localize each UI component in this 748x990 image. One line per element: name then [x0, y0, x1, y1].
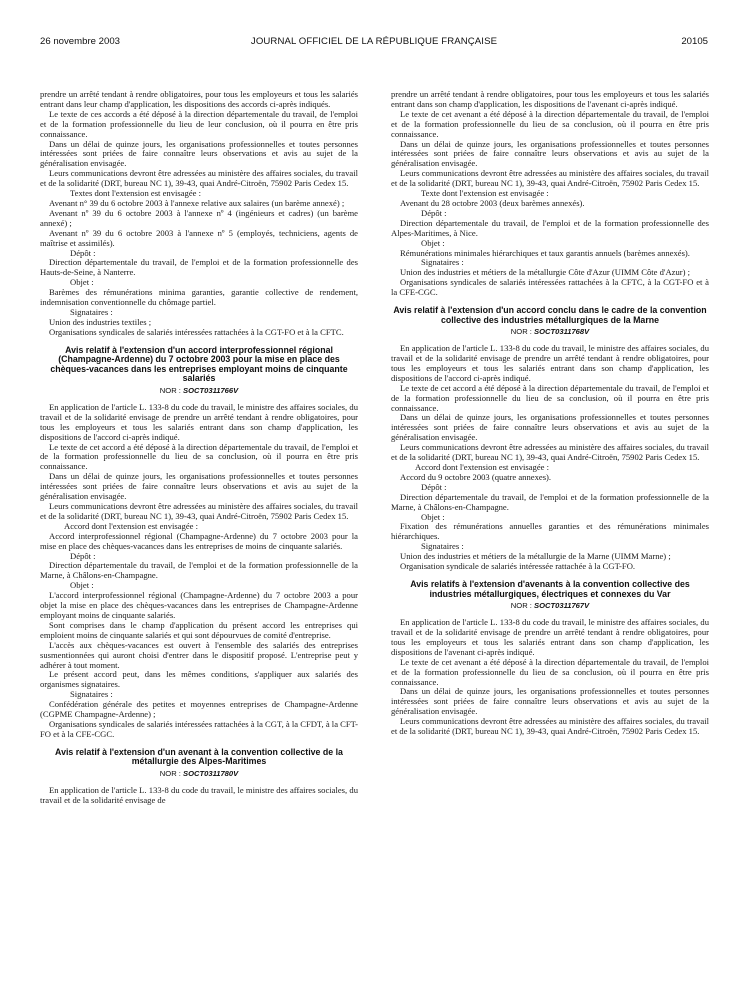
- paragraph: Dans un délai de quinze jours, les organisations professionnelles et toutes personnes intéressées sont priées de faire connaître leurs observations et avis au sujet de la généralisation envisagée.: [391, 138, 709, 169]
- notice-title: Avis relatif à l'extension d'un avenant à la convention collective de la métallurgie des Alpes-Maritimes: [55, 746, 343, 767]
- section-label: Texte dont l'extension est envisagée :: [421, 188, 549, 199]
- nor-label: NOR :: [510, 601, 532, 611]
- paragraph: Sont comprises dans le champ d'application du présent accord les entreprises qui emploient moins de cinquante salariés et qui sont dépourvues de comité d'entreprise.: [40, 619, 358, 640]
- section-label: Dépôt :: [70, 247, 96, 258]
- paragraph: L'accord interprofessionnel régional (Champagne-Ardenne) du 7 octobre 2003 a pour objet la mise en place des chèques-vacances dans les entreprises de Champagne-Ardenne employant moins de cinquante salariés.: [40, 590, 358, 620]
- paragraph: Organisations syndicales de salariés intéressées rattachées à la CGT-FO et à la CFTC.: [49, 326, 344, 337]
- paragraph: Avenant nº 39 du 6 octobre 2003 à l'annexe nº 4 (ingénieurs et cadres) (un barème annexé) ;: [40, 207, 358, 228]
- paragraph: Barèmes des rémunérations minima garanties, garantie collective de rendement, indemnisation conventionnelle du chômage partiel.: [40, 287, 358, 308]
- paragraph: En application de l'article L. 133-8 du code du travail, le ministre des affaires sociales, du travail et de la solidarité envisage de prendre un arrêté tendant à rendre obligatoires, pour tous les employeurs et tous les salariés entrant dans son champ d'application, les dispositions de l'accord ci-après indiqué.: [391, 343, 709, 383]
- nor-reference: [40, 769, 358, 779]
- page-header: [40, 36, 708, 50]
- paragraph: Rémunérations minimales hiérarchiques et taux garantis annuels (barèmes annexés).: [400, 247, 690, 258]
- nor-reference: [391, 601, 709, 611]
- nor-label: NOR :: [159, 386, 181, 396]
- paragraph: Accord du 9 octobre 2003 (quatre annexes).: [400, 471, 552, 482]
- paragraph: Leurs communications devront être adressées au ministère des affaires sociales, du travail et de la solidarité (DRT, bureau NC 1), 39-43, quai André-Citroën, 75902 Paris Cedex 15.: [391, 442, 709, 463]
- paragraph: L'accès aux chèques-vacances est ouvert à l'ensemble des salariés des entreprises susmentionnées qui auront choisi d'entrer dans le dispositif proposé. L'entreprise peut y adhérer à tout moment.: [40, 639, 358, 670]
- paragraph: Direction départementale du travail, de l'emploi et de la formation professionnelle de la Marne, à Châlons-en-Champagne.: [391, 491, 709, 512]
- paragraph: Organisations syndicales de salariés intéressées rattachées à la CGT, à la CFDT, à la CFT-FO et à la CFE-CGC.: [40, 718, 358, 739]
- section-label: Textes dont l'extension est envisagée :: [70, 188, 202, 199]
- paragraph: Accord interprofessionnel régional (Champagne-Ardenne) du 7 octobre 2003 pour la mise en place des chèques-vacances dans les entreprises de moins de cinquante salariés.: [40, 530, 358, 551]
- paragraph: prendre un arrêté tendant à rendre obligatoires, pour tous les employeurs et tous les salariés entrant dans son champ d'application, les dispositions de l'avenant ci-après indiqué.: [391, 89, 709, 109]
- header-journal-title: JOURNAL OFFICIEL DE LA RÉPUBLIQUE FRANÇAISE: [250, 36, 498, 47]
- section-label: Objet :: [421, 511, 445, 522]
- nor-reference: [40, 386, 358, 396]
- section-label: Signataires :: [421, 257, 464, 268]
- paragraph: Avenant nº 39 du 6 octobre 2003 à l'annexe nº 5 (employés, techniciens, agents de maîtrise et assimilés).: [40, 227, 358, 248]
- nor-code: SOCT0311767V: [534, 601, 590, 611]
- paragraph: Union des industries textiles ;: [49, 316, 152, 327]
- paragraph: Fixation des rémunérations annuelles garanties et des rémunérations minimales hiérarchiques.: [391, 521, 709, 542]
- section-label: Accord dont l'extension est envisagée :: [64, 520, 198, 531]
- nor-reference: [391, 327, 709, 337]
- section-label: Dépôt :: [421, 207, 447, 218]
- nor-code: SOCT0311766V: [183, 386, 239, 396]
- paragraph: Organisations syndicales de salariés intéressées rattachées à la CFTC, à la CGT-FO et à la CFE-CGC.: [391, 277, 709, 298]
- section-label: Signataires :: [70, 689, 113, 700]
- notice-title: Avis relatif à l'extension d'un accord interprofessionnel régional (Champagne-Ardenne) du 7 octobre 2003 pour la mise en place des chèques-vacances dans les entreprises employant moins de cinquante salariés: [50, 344, 348, 384]
- paragraph: Leurs communications devront être adressées au ministère des affaires sociales, du travail et de la solidarité (DRT, bureau NC 1), 39-43, quai André-Citroën, 75902 Paris Cedex 15.: [391, 716, 709, 737]
- paragraph: Union des industries et métiers de la métallurgie de la Marne (UIMM Marne) ;: [400, 551, 671, 562]
- paragraph: Direction départementale du travail, de l'emploi et de la formation professionnelle de la Marne, à Châlons-en-Champagne.: [40, 560, 358, 581]
- paragraph: Dans un délai de quinze jours, les organisations professionnelles et toutes personnes intéressées sont priées de faire connaître leurs observations et avis au sujet de la généralisation envisagée.: [40, 138, 358, 169]
- notice-title: Avis relatifs à l'extension d'avenants à la convention collective des industries métallurgiques, électriques et connexes du Var: [410, 578, 690, 599]
- right-column: [391, 90, 709, 737]
- paragraph: Dans un délai de quinze jours, les organisations professionnelles et toutes personnes intéressées sont priées de faire connaître leurs observations et avis au sujet de la généralisation envisagée.: [391, 686, 709, 717]
- header-date: 26 novembre 2003: [40, 36, 121, 47]
- paragraph: Leurs communications devront être adressées au ministère des affaires sociales, du travail et de la solidarité (DRT, bureau NC 1), 39-43, quai André-Citroën, 75902 Paris Cedex 15.: [391, 168, 709, 189]
- section-label: Objet :: [421, 237, 445, 248]
- section-label: Signataires :: [421, 541, 464, 552]
- paragraph: En application de l'article L. 133-8 du code du travail, le ministre des affaires sociales, du travail et de la solidarité envisage de prendre un arrêté tendant à rendre obligatoires, pour tous les employeurs et tous les salariés entrant dans son champ d'application, les dispositions de l'accord ci-après indiqué.: [40, 401, 358, 442]
- paragraph: Avenant n° 39 du 6 octobre 2003 à l'annexe relative aux salaires (un barème annexé) ;: [49, 197, 345, 208]
- section-label: Accord dont l'extension est envisagée :: [415, 462, 549, 472]
- paragraph: Le texte de cet accord a été déposé à la direction départementale du travail, de l'emploi et de la formation professionnelle du lieu de sa conclusion, où il pourra en être pris connaissance.: [391, 382, 709, 413]
- paragraph: Le texte de cet accord a été déposé à la direction départementale du travail, de l'emploi et de la formation professionnelle du lieu de sa conclusion, où il pourra en être pris connaissance.: [40, 441, 358, 472]
- paragraph: Confédération générale des petites et moyennes entreprises de Champagne-Ardenne (CGPME Champagne-Ardenne) ;: [40, 699, 358, 720]
- section-label: Dépôt :: [421, 481, 447, 492]
- paragraph: Organisation syndicale de salariés intéressée rattachée à la CGT-FO.: [400, 561, 636, 572]
- paragraph: En application de l'article L. 133-8 du code du travail, le ministre des affaires sociales, du travail et de la solidarité envisage de: [40, 784, 358, 805]
- paragraph: Leurs communications devront être adressées au ministère des affaires sociales, du travail et de la solidarité (DRT, bureau NC 1), 39-43, quai André-Citroën, 75902 Paris Cedex 15.: [40, 501, 358, 521]
- paragraph: Le texte de cet avenant a été déposé à la direction départementale du travail, de l'emploi et de la formation professionnelle du lieu de sa conclusion, où il pourra en être pris connaissance.: [391, 656, 709, 687]
- section-label: Signataires :: [70, 306, 113, 317]
- nor-label: NOR :: [510, 327, 532, 337]
- left-column: [40, 90, 358, 806]
- paragraph: Le texte de cet avenant a été déposé à la direction départementale du travail, de l'emploi et de la formation professionnelle du lieu de sa conclusion, où il pourra en être pris connaissance.: [391, 108, 709, 139]
- nor-label: NOR :: [159, 768, 181, 778]
- section-label: Objet :: [70, 580, 94, 591]
- notice-title: Avis relatif à l'extension d'un accord conclu dans le cadre de la convention collective des industries métallurgiques de la Marne: [393, 305, 707, 325]
- section-label: Objet :: [70, 277, 94, 288]
- paragraph: Avenant du 28 octobre 2003 (deux barèmes annexés).: [400, 197, 585, 208]
- paragraph: Dans un délai de quinze jours, les organisations professionnelles et toutes personnes intéressées sont priées de faire connaître leurs observations et avis au sujet de la généralisation envisagée.: [391, 412, 709, 443]
- paragraph: Le texte de ces accords a été déposé à la direction départementale du travail, de l'emploi et de la formation professionnelle du lieu de leur conclusion, où il pourra en être pris connaissance.: [40, 108, 358, 139]
- paragraph: Direction départementale du travail, de l'emploi et de la formation professionnelle des Alpes-Maritimes, à Nice.: [391, 217, 709, 238]
- paragraph: En application de l'article L. 133-8 du code du travail, le ministre des affaires sociales, du travail et de la solidarité envisage de prendre un arrêté tendant à rendre obligatoires, pour tous les employeurs et tous les salariés entrant dans son champ d'application, les dispositions de l'avenant ci-après indiqué.: [391, 617, 709, 657]
- paragraph: Union des industries et métiers de la métallurgie Côte d'Azur (UIMM Côte d'Azur) ;: [400, 267, 691, 278]
- nor-code: SOCT0311768V: [534, 327, 590, 337]
- paragraph: Leurs communications devront être adressées au ministère des affaires sociales, du travail et de la solidarité (DRT, bureau NC 1), 39-43, quai André-Citroën, 75902 Paris Cedex 15.: [40, 168, 358, 189]
- nor-code: SOCT0311780V: [183, 768, 239, 778]
- paragraph: Dans un délai de quinze jours, les organisations professionnelles et toutes personnes intéressées sont priées de faire connaître leurs observations et avis au sujet de la généralisation envisagée.: [40, 471, 358, 502]
- paragraph: Direction départementale du travail, de l'emploi et de la formation professionnelle des Hauts-de-Seine, à Nanterre.: [40, 257, 358, 278]
- section-label: Dépôt :: [70, 550, 96, 561]
- paragraph: prendre un arrêté tendant à rendre obligatoires, pour tous les employeurs et tous les salariés entrant dans leur champ d'application, les dispositions des accords ci-après indiqués.: [40, 89, 358, 109]
- paragraph: Le présent accord peut, dans les mêmes conditions, s'appliquer aux salariés des organismes signataires.: [40, 669, 358, 690]
- header-page-number: 20105: [681, 36, 708, 47]
